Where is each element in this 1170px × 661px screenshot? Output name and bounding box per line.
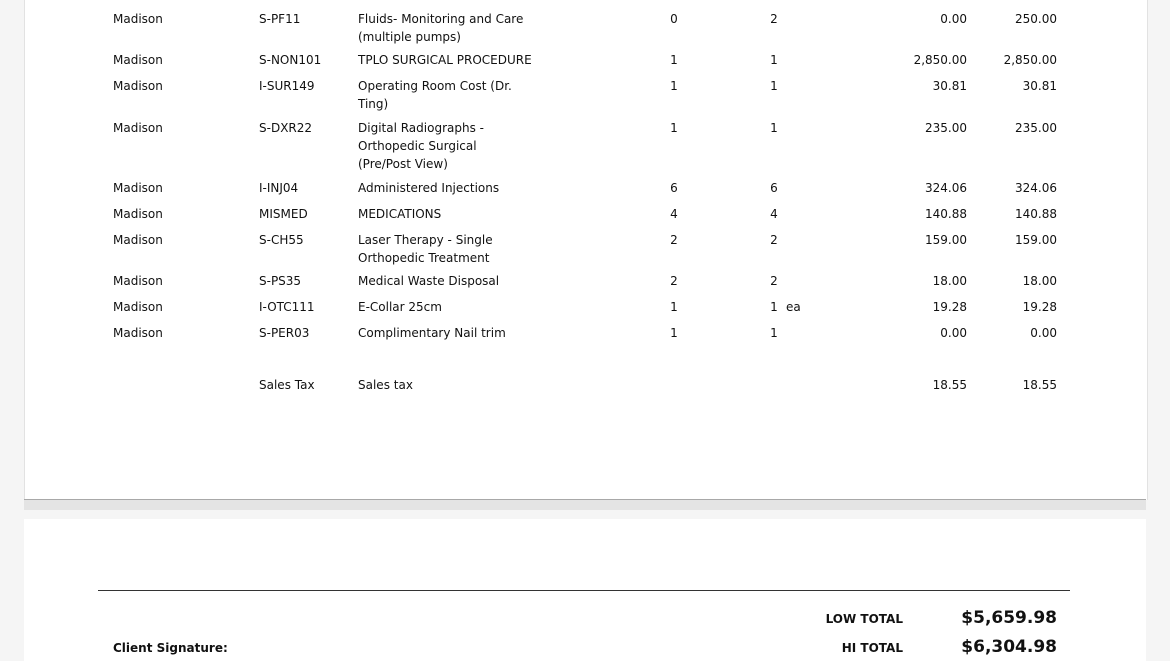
location-cell: Madison bbox=[113, 12, 163, 26]
tax-description-cell: Sales tax bbox=[358, 378, 413, 392]
location-cell: Madison bbox=[113, 79, 163, 93]
high-price-cell: 324.06 bbox=[1015, 181, 1057, 195]
low-price-cell: 19.28 bbox=[932, 300, 967, 314]
qty-high-cell: 2 bbox=[770, 274, 778, 288]
high-price-cell: 2,850.00 bbox=[1003, 53, 1057, 67]
high-price-cell: 140.88 bbox=[1015, 207, 1057, 221]
hi-total-value: $6,304.98 bbox=[961, 637, 1057, 657]
description-cell: Fluids- Monitoring and Care (multiple pumps) bbox=[358, 12, 524, 44]
tax-code-cell: Sales Tax bbox=[259, 378, 315, 392]
client-signature-label: Client Signature: bbox=[113, 641, 228, 655]
low-total-label: LOW TOTAL bbox=[825, 612, 903, 626]
description-cell: TPLO SURGICAL PROCEDURE bbox=[358, 53, 532, 67]
high-price-cell: 30.81 bbox=[1022, 79, 1057, 93]
code-cell: S-NON101 bbox=[259, 53, 322, 67]
qty-low-cell: 1 bbox=[670, 79, 678, 93]
low-price-cell: 30.81 bbox=[932, 79, 967, 93]
qty-low-cell: 4 bbox=[670, 207, 678, 221]
qty-high-cell: 6 bbox=[770, 181, 778, 195]
qty-low-cell: 1 bbox=[670, 53, 678, 67]
qty-high-cell: 4 bbox=[770, 207, 778, 221]
low-price-cell: 235.00 bbox=[925, 121, 967, 135]
location-cell: Madison bbox=[113, 121, 163, 135]
tax-low-cell: 18.55 bbox=[932, 378, 967, 392]
qty-low-cell: 0 bbox=[670, 12, 678, 26]
page-gap bbox=[24, 500, 1146, 510]
qty-high-cell: 2 bbox=[770, 12, 778, 26]
location-cell: Madison bbox=[113, 181, 163, 195]
description-cell: Complimentary Nail trim bbox=[358, 326, 506, 340]
code-cell: S-CH55 bbox=[259, 233, 304, 247]
description-cell: Medical Waste Disposal bbox=[358, 274, 500, 288]
description-cell: Laser Therapy - Single Orthopedic Treatment bbox=[358, 233, 493, 265]
description-cell: Operating Room Cost (Dr. Ting) bbox=[358, 79, 512, 111]
low-price-cell: 159.00 bbox=[925, 233, 967, 247]
description-cell: Digital Radiographs - Orthopedic Surgical (Pre/Post View) bbox=[358, 121, 484, 171]
high-price-cell: 235.00 bbox=[1015, 121, 1057, 135]
location-cell: Madison bbox=[113, 207, 163, 221]
qty-high-cell: 1 bbox=[770, 300, 778, 314]
high-price-cell: 250.00 bbox=[1015, 12, 1057, 26]
low-price-cell: 0.00 bbox=[940, 12, 967, 26]
qty-high-cell: 1 bbox=[770, 53, 778, 67]
code-cell: MISMED bbox=[259, 207, 308, 221]
code-cell: S-PS35 bbox=[259, 274, 302, 288]
high-price-cell: 0.00 bbox=[1030, 326, 1057, 340]
tax-high-cell: 18.55 bbox=[1022, 378, 1057, 392]
high-price-cell: 18.00 bbox=[1022, 274, 1057, 288]
unit-cell: ea bbox=[786, 300, 801, 314]
qty-low-cell: 6 bbox=[670, 181, 678, 195]
location-cell: Madison bbox=[113, 274, 163, 288]
low-price-cell: 18.00 bbox=[932, 274, 967, 288]
code-cell: I-OTC111 bbox=[259, 300, 315, 314]
location-cell: Madison bbox=[113, 300, 163, 314]
description-cell: Administered Injections bbox=[358, 181, 500, 195]
low-price-cell: 2,850.00 bbox=[913, 53, 967, 67]
description-cell: E-Collar 25cm bbox=[358, 300, 442, 314]
qty-low-cell: 2 bbox=[670, 274, 678, 288]
low-price-cell: 0.00 bbox=[940, 326, 967, 340]
location-cell: Madison bbox=[113, 53, 163, 67]
estimate-page-1 bbox=[24, 0, 1148, 500]
qty-low-cell: 2 bbox=[670, 233, 678, 247]
low-price-cell: 140.88 bbox=[925, 207, 967, 221]
low-total-value: $5,659.98 bbox=[961, 608, 1057, 628]
high-price-cell: 159.00 bbox=[1015, 233, 1057, 247]
hi-total-label: HI TOTAL bbox=[841, 641, 903, 655]
qty-high-cell: 1 bbox=[770, 79, 778, 93]
signature-rule bbox=[98, 590, 1070, 591]
low-price-cell: 324.06 bbox=[925, 181, 967, 195]
code-cell: I-SUR149 bbox=[259, 79, 315, 93]
code-cell: I-INJ04 bbox=[259, 181, 299, 195]
qty-low-cell: 1 bbox=[670, 326, 678, 340]
qty-low-cell: 1 bbox=[670, 121, 678, 135]
location-cell: Madison bbox=[113, 233, 163, 247]
qty-high-cell: 1 bbox=[770, 121, 778, 135]
high-price-cell: 19.28 bbox=[1022, 300, 1057, 314]
description-cell: MEDICATIONS bbox=[358, 207, 442, 221]
code-cell: S-PER03 bbox=[259, 326, 310, 340]
qty-high-cell: 1 bbox=[770, 326, 778, 340]
code-cell: S-PF11 bbox=[259, 12, 301, 26]
qty-low-cell: 1 bbox=[670, 300, 678, 314]
location-cell: Madison bbox=[113, 326, 163, 340]
qty-high-cell: 2 bbox=[770, 233, 778, 247]
code-cell: S-DXR22 bbox=[259, 121, 313, 135]
